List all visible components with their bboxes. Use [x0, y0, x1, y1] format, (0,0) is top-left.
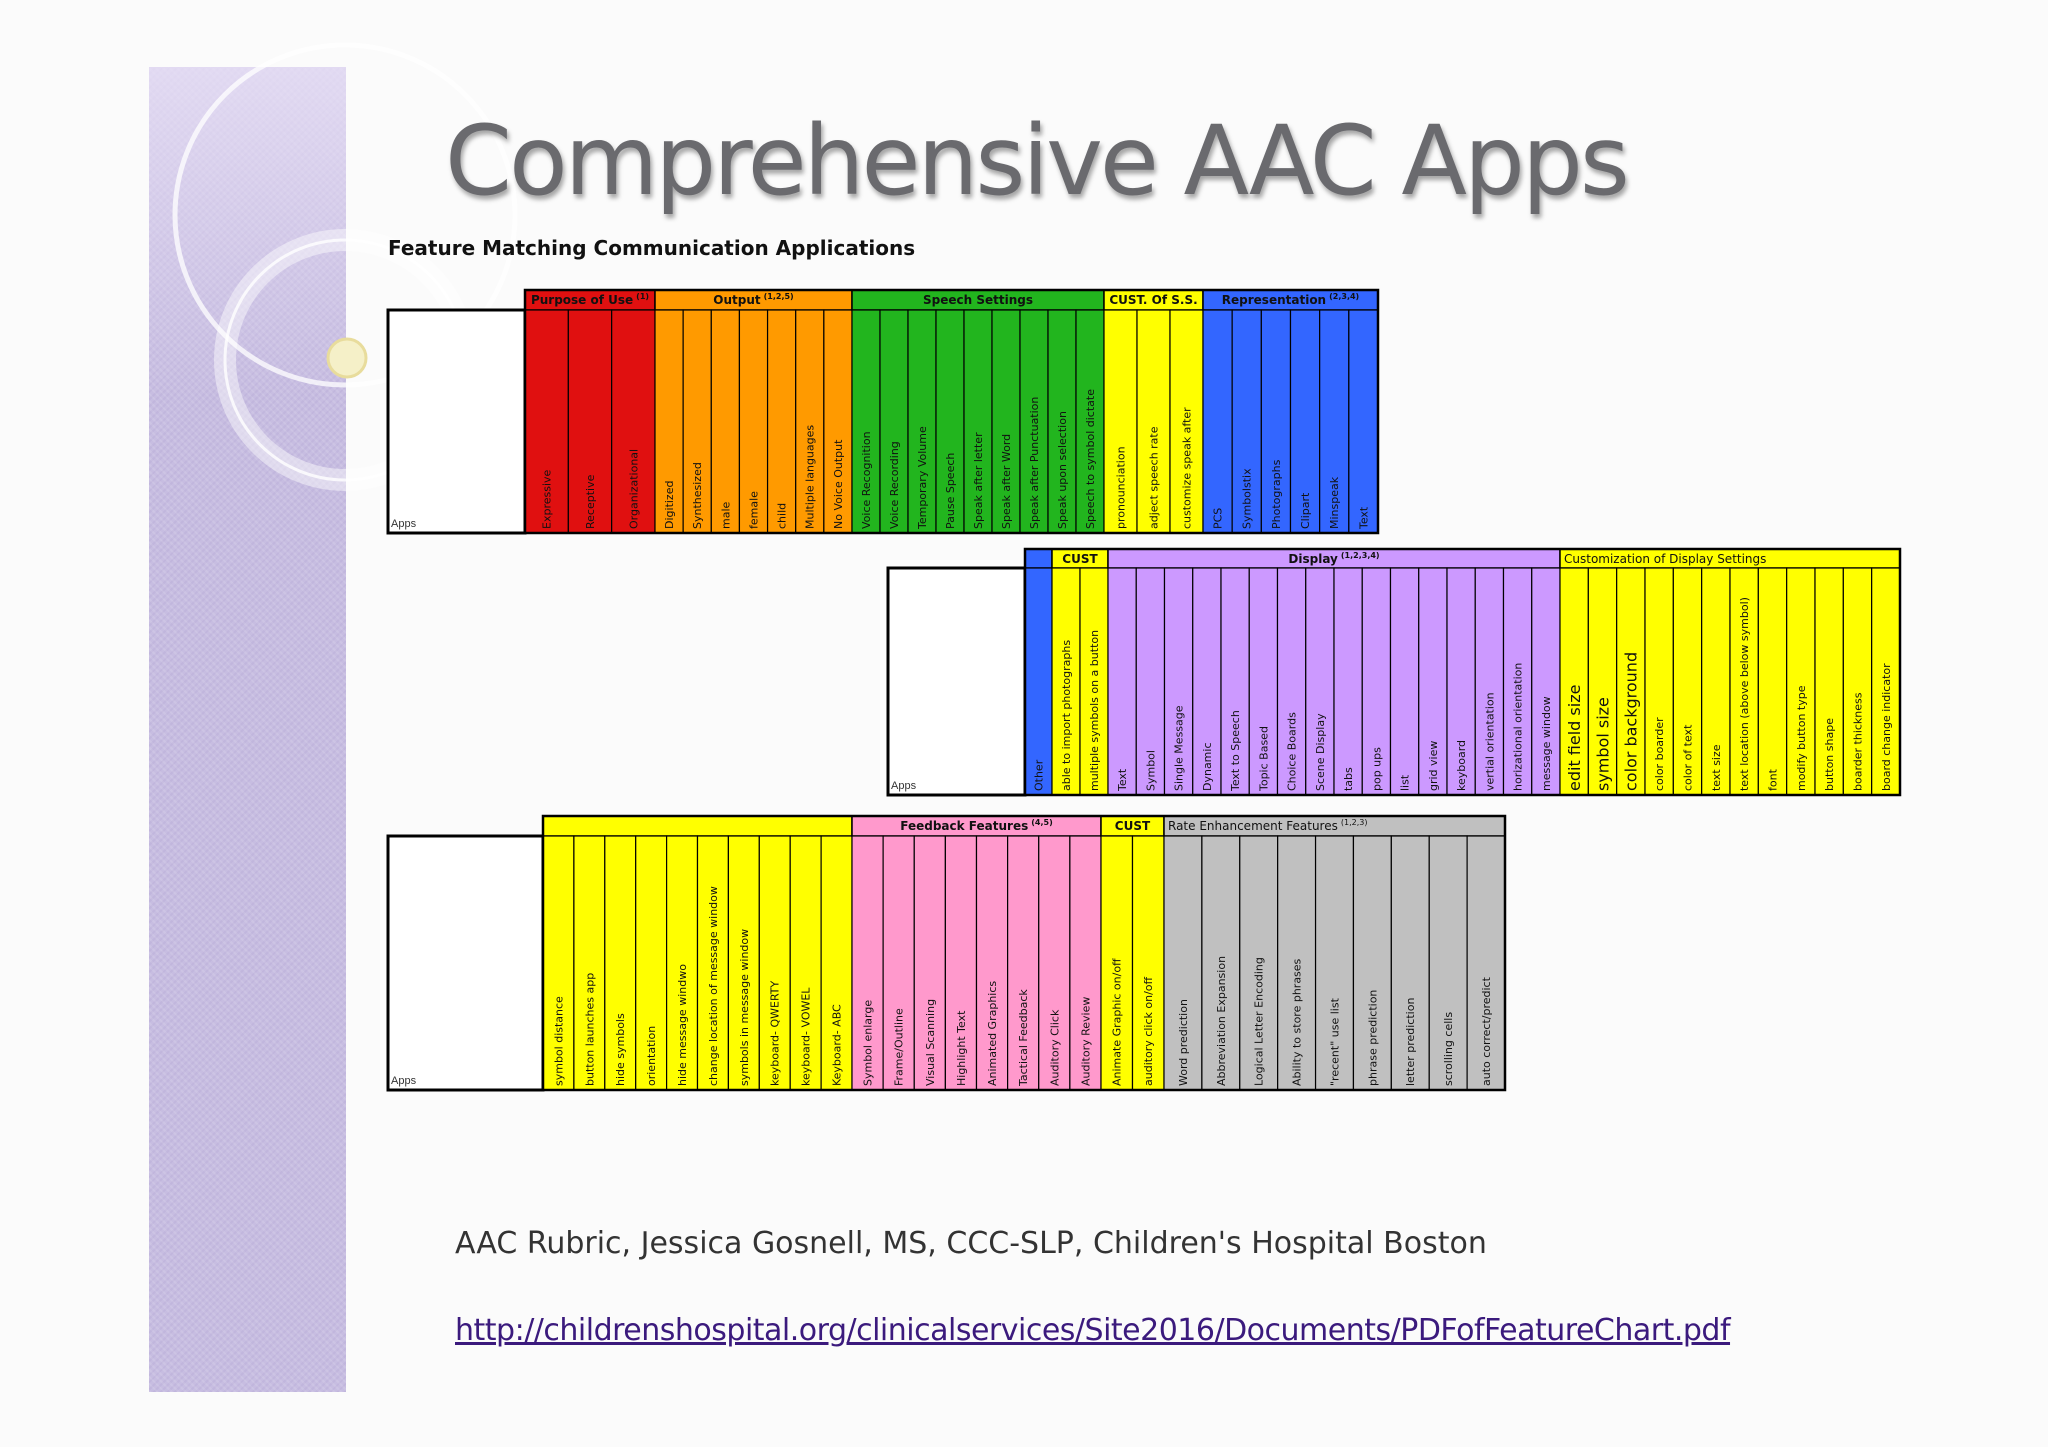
feature-column-label: Auditory Click — [1048, 1009, 1062, 1086]
feature-column-label: pop ups — [1370, 747, 1384, 791]
feature-column-label: Animate Graphic on/off — [1110, 958, 1124, 1086]
feature-column-label: Visual Scanning — [923, 998, 937, 1086]
feature-column-label: customize speak after — [1180, 407, 1194, 529]
feature-column-label: color boarder — [1653, 717, 1667, 791]
feature-column-label: Keyboard- ABC — [830, 1004, 844, 1086]
feature-column-label: button shape — [1823, 718, 1837, 791]
feature-column-label: Multiple languages — [803, 424, 817, 529]
page-title: Comprehensive AAC Apps — [445, 105, 1627, 217]
group-header-label: CUST — [1062, 552, 1098, 566]
feature-column-label: hide symbols — [614, 1013, 628, 1086]
feature-column-label: Auditory Review — [1079, 996, 1093, 1086]
feature-column-label: boarder thickness — [1851, 692, 1865, 791]
feature-column-label: Scene Display — [1313, 713, 1327, 791]
feature-column-label: scrolling cells — [1442, 1011, 1456, 1086]
feature-column-label: Text — [1116, 768, 1130, 791]
group-header-label: Speech Settings — [923, 293, 1033, 307]
feature-column-label: Other — [1032, 759, 1046, 791]
apps-column-box — [388, 836, 543, 1090]
feature-column-label: Speak after Word — [999, 433, 1013, 529]
group-header-label: Purpose of Use $^{(1)}$ — [530, 292, 650, 307]
feature-column-label: Logical Letter Encoding — [1252, 957, 1266, 1086]
citation-text: AAC Rubric, Jessica Gosnell, MS, CCC-SLP, Children's Hospital Boston — [455, 1226, 1487, 1261]
feature-column-label: Synthesized — [691, 462, 705, 529]
feature-column-label: orientation — [645, 1025, 659, 1086]
feature-column-label: Voice Recording — [887, 441, 901, 529]
feature-column-label: color background — [1621, 651, 1641, 791]
feature-column-label: No Voice Output — [831, 439, 845, 529]
feature-column-label: Speak after letter — [971, 432, 985, 529]
feature-column-label: symbol distance — [552, 996, 566, 1086]
feature-column-label: font — [1766, 769, 1780, 791]
feature-column-label: auto correct/predict — [1480, 977, 1494, 1086]
feature-column-label: Minspeak — [1328, 476, 1342, 529]
feature-column-label: Digitized — [663, 480, 677, 529]
feature-column-label: color of text — [1681, 724, 1695, 791]
feature-column-label: change location of message window — [706, 886, 720, 1086]
feature-column-label: pronounciation — [1114, 446, 1128, 529]
group-header-label: Representation $^{(2,3,4)}$ — [1221, 292, 1360, 307]
feature-column-label: keyboard- QWERTY — [768, 980, 782, 1086]
group-header — [543, 816, 852, 836]
feature-column-label: text size — [1709, 744, 1723, 791]
apps-label: Apps — [391, 1075, 417, 1087]
feature-column-label: message window — [1539, 696, 1553, 791]
feature-column-label: Speech to symbol dictate — [1083, 389, 1097, 529]
feature-column-label: letter prediction — [1404, 997, 1418, 1086]
feature-column-label: keyboard — [1455, 739, 1469, 791]
feature-column-label: Topic Based — [1257, 726, 1271, 791]
feature-column-label: adject speech rate — [1147, 426, 1161, 529]
group-header-label: CUST — [1114, 819, 1151, 833]
feature-column-label: female — [747, 491, 761, 529]
feature-column-label: able to import photographs — [1059, 639, 1073, 791]
feature-column-label: Symbol — [1144, 750, 1158, 791]
group-header-label: CUST. Of S.S. — [1109, 293, 1198, 307]
feature-column-label: Text — [1357, 506, 1371, 529]
feature-column-label: Dynamic — [1200, 742, 1214, 791]
group-header-label: Output $^{(1,2,5)}$ — [713, 292, 794, 307]
feature-column-label: auditory click on/off — [1142, 976, 1156, 1086]
feature-column-label: Single Message — [1172, 705, 1186, 791]
source-link[interactable]: http://childrenshospital.org/clinicalservices/Site2016/Documents/PDFofFeatureChart.pdf — [455, 1313, 1731, 1348]
feature-column-label: Pause Speech — [943, 452, 957, 529]
feature-column-label: Tactical Feedback — [1017, 989, 1031, 1086]
feature-column-label: modify button type — [1794, 685, 1808, 791]
feature-column-label: male — [719, 501, 733, 529]
feature-column-label: Temporary Volume — [915, 426, 929, 529]
feature-column-label: grid view — [1426, 740, 1440, 791]
chart-subtitle: Feature Matching Communication Applications — [388, 236, 916, 260]
group-header-label: Customization of Display Settings — [1564, 552, 1767, 566]
feature-column-label: Voice Recognition — [859, 431, 873, 529]
feature-column-label: edit field size — [1564, 684, 1584, 791]
feature-column-label: Choice Boards — [1285, 712, 1299, 791]
feature-column-label: horizational orientation — [1511, 662, 1525, 791]
feature-column-label: tabs — [1342, 767, 1356, 791]
feature-column-label: Receptive — [583, 474, 597, 529]
apps-label: Apps — [391, 518, 417, 530]
feature-column-label: Clipart — [1299, 492, 1313, 529]
feature-column-label: Symbolstix — [1240, 468, 1254, 529]
feature-column-label: Text to Speech — [1229, 710, 1243, 791]
feature-column-label: hide message windwo — [676, 964, 690, 1086]
feature-column-label: Animated Graphics — [986, 980, 1000, 1086]
feature-column-label: Abbreviation Expansion — [1214, 955, 1228, 1086]
feature-column-label: child — [775, 502, 789, 529]
feature-column-label: PCS — [1211, 507, 1225, 529]
feature-column-label: symbol size — [1593, 697, 1613, 791]
feature-column-label: Expressive — [540, 469, 554, 529]
feature-column-label: Symbol enlarge — [861, 999, 875, 1086]
feature-column-label: list — [1398, 774, 1412, 791]
feature-column-label: Ability to store phrases — [1290, 958, 1304, 1086]
feature-column-label: button launches app — [583, 972, 597, 1086]
group-header-label: Feedback Features $^{(4,5)}$ — [900, 818, 1053, 833]
feature-column-label: phrase prediction — [1366, 989, 1380, 1086]
feature-column-label: Frame/Outline — [892, 1008, 906, 1086]
feature-column-label: keyboard- VOWEL — [799, 987, 813, 1086]
feature-column-label: vertial orientation — [1483, 692, 1497, 791]
group-header-label: Rate Enhancement Features $^{(1,2,3)}$ — [1168, 818, 1368, 833]
feature-column-label: symbols in message window — [737, 928, 751, 1086]
feature-column-label: board change indicator — [1879, 663, 1893, 791]
feature-column-label: Word prediction — [1176, 999, 1190, 1086]
feature-column-label: Organizational — [627, 448, 641, 529]
feature-column-label: Photographs — [1269, 459, 1283, 529]
apps-label: Apps — [891, 780, 917, 792]
feature-column-label: multiple symbols on a button — [1087, 629, 1101, 791]
group-header-label: Display $^{(1,2,3,4)}$ — [1288, 551, 1380, 566]
feature-column-label: Speak after Punctuation — [1027, 396, 1041, 529]
feature-column-label: "recent" use list — [1328, 998, 1342, 1086]
feature-column-label: text location (above below symbol) — [1738, 597, 1752, 791]
feature-column-label: Speak upon selection — [1055, 411, 1069, 529]
feature-column-label: Highlight Text — [954, 1010, 968, 1086]
